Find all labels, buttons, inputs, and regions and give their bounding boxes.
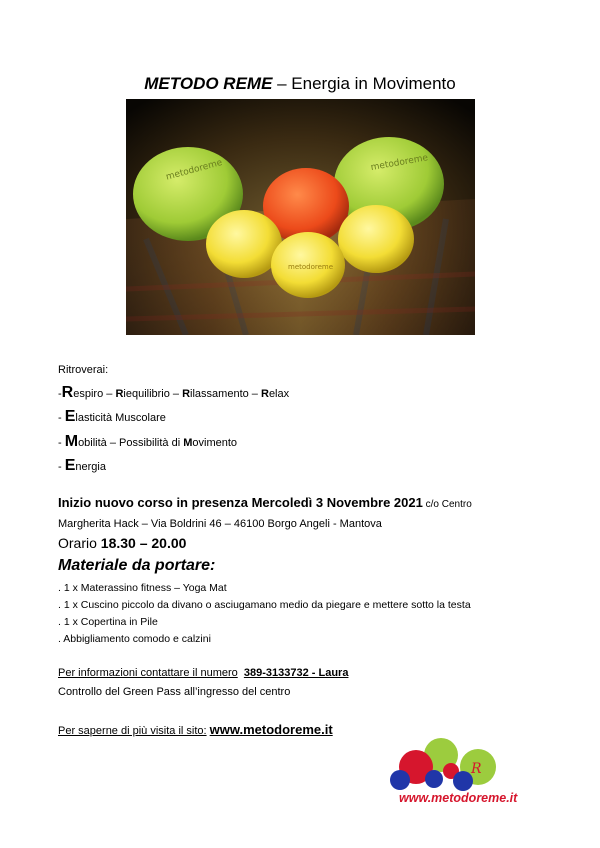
course-address: Margherita Hack – Via Boldrini 46 – 46100 Borgo Angeli - Mantova [58,518,382,530]
reme-line-mobilita: - Mobilità – Possibilità di Movimento [58,433,238,450]
logo-mark: R [471,761,482,777]
course-time: Orario 18.30 – 20.00 [58,535,187,551]
materiale-item: . 1 x Copertina in Pile [58,616,158,628]
title-brand: METODO REME [144,74,273,93]
ball-label: metodoreme [370,153,429,174]
materiale-heading: Materiale da portare: [58,557,216,574]
reme-line-energia: - Energia [58,457,106,474]
course-headline: Inizio nuovo corso in presenza Mercoledì 3 Novembre 2021 c/o Centro [58,495,472,510]
reme-line-elasticita: - Elasticità Muscolare [58,408,166,425]
materiale-item: . 1 x Materassino fitness – Yoga Mat [58,582,227,594]
reme-line-respiro: -Respiro – Riequilibrio – Rilassamento – Relax [58,384,290,401]
ball-label: metodoreme [288,263,334,271]
website-label: Per saperne di più visita il sito: [58,725,207,737]
intro-text: Ritroverai: [58,364,109,376]
green-pass-note: Controllo del Green Pass all’ingresso del centro [58,686,291,698]
title-subtitle: – Energia in Movimento [272,74,456,93]
contact-info [58,667,348,679]
website-link[interactable]: www.metodoreme.it [209,722,333,737]
contact-phone[interactable]: 389-3133732 - Laura [243,667,349,679]
website-line [58,722,333,737]
materiale-item: . 1 x Cuscino piccolo da divano o asciugamano medio da piegare e mettere sotto la testa [58,599,471,611]
materiale-item: . Abbigliamento comodo e calzini [58,633,211,645]
course-venue-prefix: c/o Centro [422,499,472,510]
page-title [0,74,600,94]
logo-url: www.metodoreme.it [399,791,518,805]
balls-photo [126,99,475,335]
ball-label: metodoreme [164,157,224,183]
contact-label: Per informazioni contattare il numero [58,667,238,679]
